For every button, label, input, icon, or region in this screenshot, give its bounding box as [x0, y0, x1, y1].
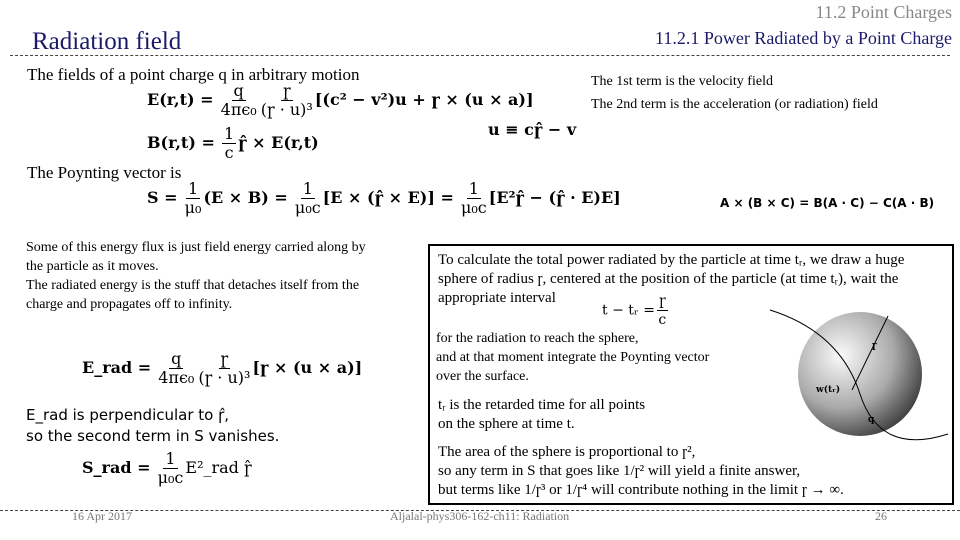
subsection-title: 11.2.1 Power Radiated by a Point Charge — [655, 28, 952, 48]
energy-flux-paragraph: Some of this energy flux is just field energy carried along by the particle as it moves. The radiated energy is the stuff that detaches itself from the charge and propagates off to infinity. — [26, 240, 366, 312]
section-title: 11.2 Point Charges — [815, 2, 952, 22]
excerpt-area: The area of the sphere is proportional to ɼ², so any term in S that goes like 1/ɼ² will yield a finite answer, but terms like 1/ɼ³ or 1/ɼ⁴ will contribute nothing in the limit ɼ → ∞. — [438, 444, 844, 498]
eq-rhs: [(c² − v²)u + ɼ × (u × a)] — [314, 90, 534, 109]
equation-S: S = $\frac{1}{\text{μ₀}}$ (E × B) = $\frac{1}{\text{μ₀c}}$ [E × (ɼ̂ × E)] = $\frac{1}{\text{μ₀c}}$ [E²ɼ̂ − (ɼ̂ · E)E] — [147, 179, 621, 217]
equation-Erad: E_rad = $\frac{q}{\text{4πϵ₀}}$ $\frac{\text{ɼ}}{\text{(ɼ · u)³}}$ [ɼ × (u × a)] — [82, 349, 363, 387]
fraction: $\frac{q}{\text{4πϵ₀}}$ — [220, 81, 257, 119]
velocity-field-note: The 1st term is the velocity field — [591, 74, 773, 89]
equation-B: B(r,t) = $\frac{1}{c}$ ɼ̂ × E(r,t) — [147, 124, 319, 162]
excerpt-integrate: for the radiation to reach the sphere, and at that moment integrate the Poynting vector over the surface. — [436, 331, 710, 384]
excerpt-intro: To calculate the total power radiated by the particle at time tᵣ, we draw a huge sphere of radius ɼ, centered at the position of the particle (at time tᵣ), wait the appropriate interval — [438, 252, 905, 306]
slide-title: Radiation field — [32, 28, 182, 55]
charge-label: q — [868, 415, 875, 425]
page-number: 26 — [875, 509, 887, 523]
acceleration-field-note: The 2nd term is the acceleration (or radiation) field — [591, 97, 878, 112]
position-label: w(tᵣ) — [816, 385, 841, 395]
vector-identity: A × (B × C) = B(A · C) − C(A · B) — [720, 196, 935, 210]
intro-text: The fields of a point charge q in arbitrary motion — [27, 65, 360, 84]
excerpt-retarded: tᵣ is the retarded time for all points on the sphere at time t. — [438, 397, 646, 432]
footer-course: Aljalal-phys306-162-ch11: Radiation — [390, 509, 570, 523]
footer-date: 16 Apr 2017 — [72, 509, 132, 523]
equation-u: u ≡ cɼ̂ − v — [488, 120, 577, 139]
perpendicular-note: E_rad is perpendicular to ɼ̂, so the second term in S vanishes. — [26, 406, 280, 445]
equation-Srad: S_rad = $\frac{1}{\text{μ₀c}}$ E²_rad ɼ̂ — [82, 449, 252, 487]
sphere-figure — [760, 302, 950, 442]
fraction: $\frac{\text{ɼ}}{\text{(ɼ · u)³}}$ — [260, 81, 313, 119]
textbook-excerpt-box — [428, 244, 954, 505]
equation-E — [147, 82, 534, 119]
poynting-intro: The Poynting vector is — [27, 163, 182, 182]
radius-label: ɼ — [872, 341, 877, 351]
equation-retarded-time: t − tᵣ = $\frac{\text{ɼ}}{c}$ — [602, 293, 667, 328]
header-divider — [10, 55, 950, 56]
eq-lhs: E(r,t) = — [147, 90, 214, 109]
